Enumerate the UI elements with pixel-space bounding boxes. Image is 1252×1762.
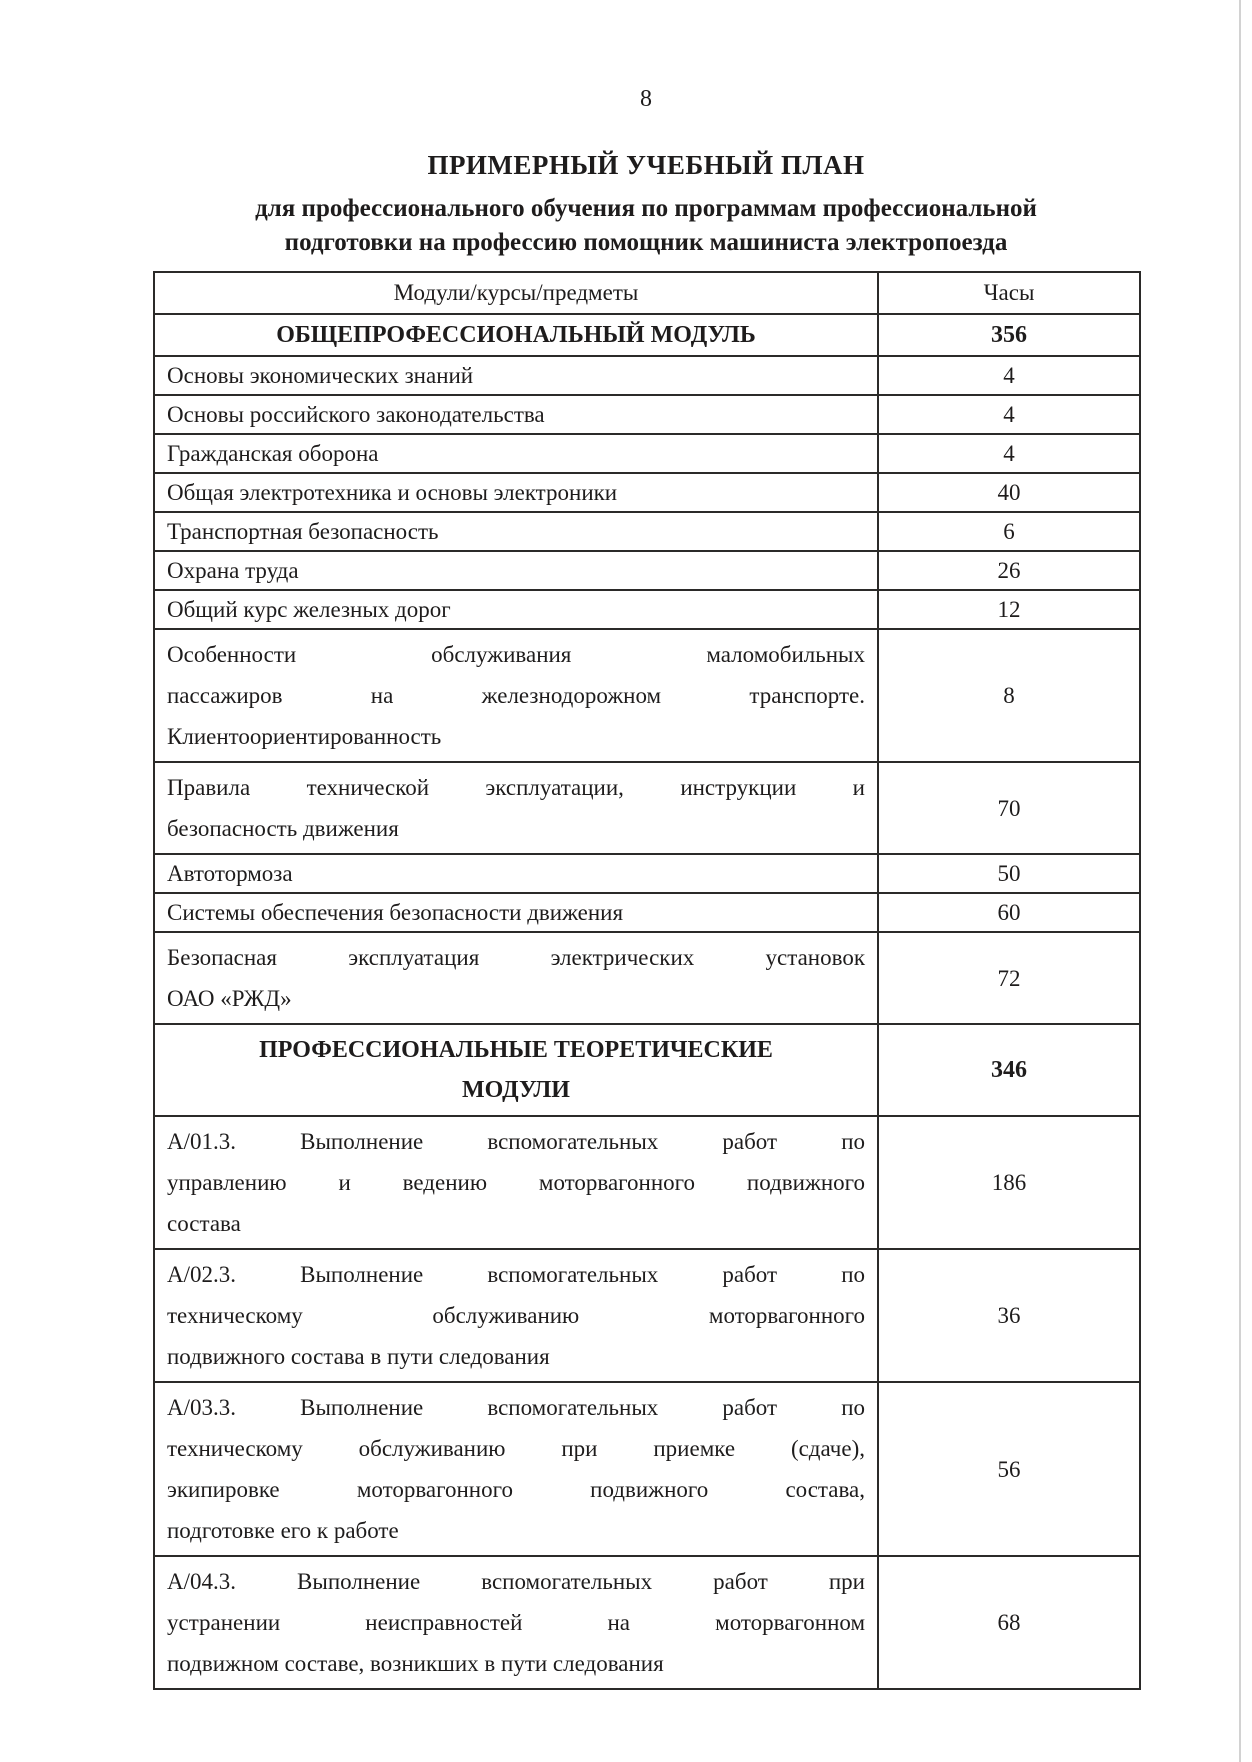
hours-cell: 60: [878, 893, 1140, 932]
hours-cell: 70: [878, 762, 1140, 854]
hours-cell: 12: [878, 590, 1140, 629]
table-row: [154, 590, 1140, 629]
subject-line: техническому обслуживанию моторвагонного: [167, 1303, 865, 1328]
subject-cell: Общий курс железных дорог: [154, 590, 878, 629]
subject-line: подготовке его к работе: [167, 1518, 399, 1543]
subject-line: подвижного состава в пути следования: [167, 1344, 550, 1369]
subject-line: А/04.3. Выполнение вспомогательных работ при: [167, 1569, 865, 1594]
hours-cell: 6: [878, 512, 1140, 551]
subject-line: подвижном составе, возникших в пути следования: [167, 1651, 664, 1676]
hours-cell: 68: [878, 1556, 1140, 1689]
table-row: [154, 356, 1140, 395]
table-row: [154, 512, 1140, 551]
table-row: [154, 893, 1140, 932]
hours-cell: 72: [878, 932, 1140, 1024]
curriculum-table: [153, 271, 1141, 1690]
subject-cell: [154, 1556, 878, 1689]
subject-line: ПРОФЕССИОНАЛЬНЫЕ ТЕОРЕТИЧЕСКИЕ: [259, 1037, 773, 1063]
table-row: [154, 1556, 1140, 1689]
table-row: [154, 1116, 1140, 1249]
column-header-hours: Часы: [878, 272, 1140, 314]
hours-cell: 356: [878, 314, 1140, 356]
subject-line: безопасность движения: [167, 816, 399, 841]
subject-cell: Автотормоза: [154, 854, 878, 893]
hours-cell: 4: [878, 356, 1140, 395]
table-row: [154, 395, 1140, 434]
hours-cell: 4: [878, 395, 1140, 434]
subject-line: техническому обслуживанию при приемке (сдаче),: [167, 1436, 865, 1461]
hours-cell: 186: [878, 1116, 1140, 1249]
subject-line: управлению и ведению моторвагонного подвижного: [167, 1170, 865, 1195]
table-row: [154, 551, 1140, 590]
hours-cell: 4: [878, 434, 1140, 473]
hours-cell: 56: [878, 1382, 1140, 1556]
subject-cell: Гражданская оборона: [154, 434, 878, 473]
subject-line: А/03.3. Выполнение вспомогательных работ по: [167, 1395, 865, 1420]
subject-cell: [154, 1249, 878, 1382]
table-row: [154, 854, 1140, 893]
page-number: 8: [640, 86, 652, 112]
subject-line: ОАО «РЖД»: [167, 986, 292, 1011]
page-subtitle: [153, 192, 1139, 260]
subject-cell: Основы российского законодательства: [154, 395, 878, 434]
table-row: [154, 1382, 1140, 1556]
subject-line: Безопасная эксплуатация электрических установок: [167, 945, 865, 970]
table-row: [154, 762, 1140, 854]
document-page: [153, 0, 1139, 1690]
subject-line: устранении неисправностей на моторвагонном: [167, 1610, 865, 1635]
table-row: [154, 473, 1140, 512]
subject-line: Правила технической эксплуатации, инструкции и: [167, 775, 865, 800]
table-row: [154, 314, 1140, 356]
subject-line: А/02.3. Выполнение вспомогательных работ по: [167, 1262, 865, 1287]
hours-cell: 8: [878, 629, 1140, 762]
table-row: [154, 434, 1140, 473]
hours-cell: 36: [878, 1249, 1140, 1382]
hours-cell: 346: [878, 1024, 1140, 1116]
subject-line: состава: [167, 1211, 241, 1236]
subject-cell: [154, 629, 878, 762]
table-row: [154, 932, 1140, 1024]
table-row: [154, 1249, 1140, 1382]
subject-cell: [154, 1116, 878, 1249]
subject-cell: [154, 932, 878, 1024]
table-row: [154, 1024, 1140, 1116]
subject-line: МОДУЛИ: [462, 1077, 570, 1103]
table-row: [154, 629, 1140, 762]
subject-cell: Системы обеспечения безопасности движения: [154, 893, 878, 932]
subject-line: Клиентоориентированность: [167, 724, 442, 749]
subject-cell: Охрана труда: [154, 551, 878, 590]
page-title: ПРИМЕРНЫЙ УЧЕБНЫЙ ПЛАН: [427, 150, 865, 180]
subject-cell: [154, 762, 878, 854]
subject-cell: [154, 1382, 878, 1556]
subject-cell: [154, 1024, 878, 1116]
subtitle-line: для профессионального обучения по программам профессиональной: [255, 195, 1037, 222]
subtitle-line: подготовки на профессию помощник машиниста электропоезда: [284, 229, 1008, 256]
hours-cell: 40: [878, 473, 1140, 512]
subject-cell: Транспортная безопасность: [154, 512, 878, 551]
scan-edge-artifact: [1239, 0, 1241, 1762]
table-header-row: [154, 272, 1140, 314]
subject-line: пассажиров на железнодорожном транспорте.: [167, 683, 865, 708]
subject-cell: Общая электротехника и основы электроники: [154, 473, 878, 512]
hours-cell: 26: [878, 551, 1140, 590]
subject-line: Особенности обслуживания маломобильных: [167, 642, 865, 667]
subject-line: экипировке моторвагонного подвижного состава,: [167, 1477, 865, 1502]
subject-cell: Основы экономических знаний: [154, 356, 878, 395]
subject-line: А/01.3. Выполнение вспомогательных работ по: [167, 1129, 865, 1154]
column-header-subjects: Модули/курсы/предметы: [154, 272, 878, 314]
subject-cell: ОБЩЕПРОФЕССИОНАЛЬНЫЙ МОДУЛЬ: [154, 314, 878, 356]
hours-cell: 50: [878, 854, 1140, 893]
